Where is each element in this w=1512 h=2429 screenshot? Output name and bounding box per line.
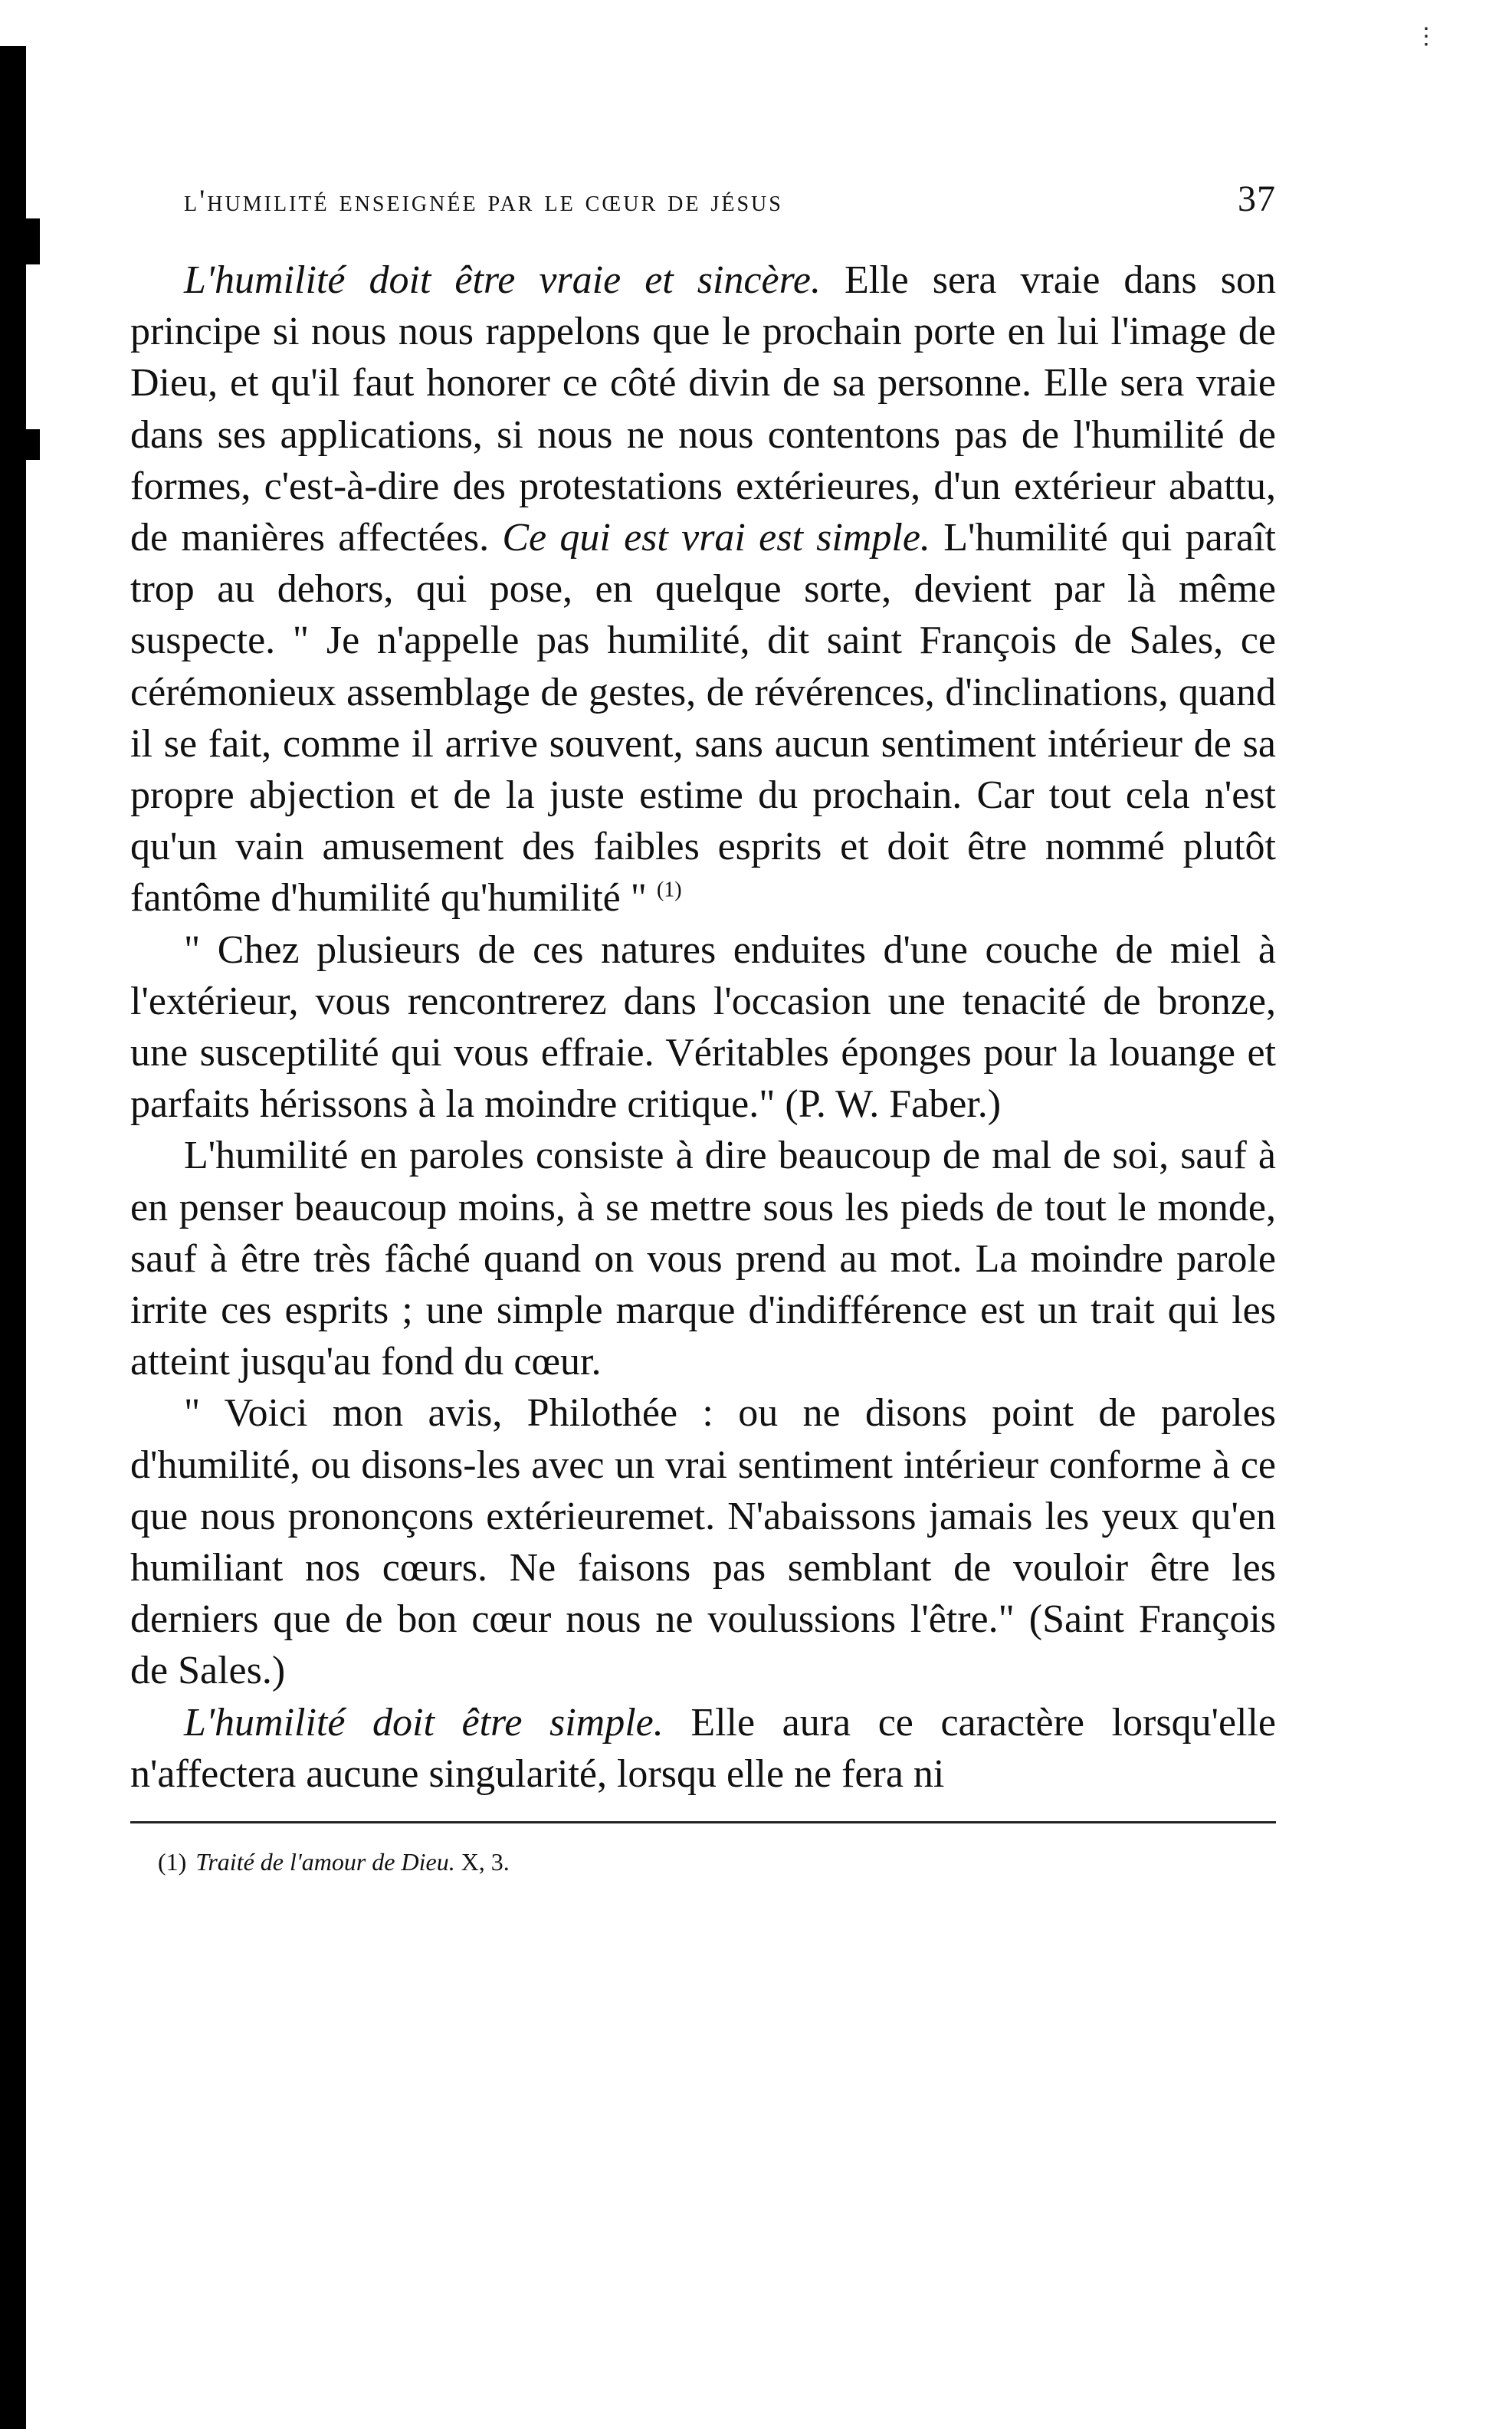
paragraph: " Chez plusieurs de ces natures enduites d'une couche de miel à l'extérieur, vous rencontrerez dans l'occasion une tenacité de bronze, une susceptilité qui vous effraie. Véritables éponges pour la louange et parfaits hérissons à la moindre critique." (P. W. Faber.): [130, 927, 1276, 1127]
footnote-divider: [130, 1821, 1276, 1823]
book-page: [130, 178, 1276, 1876]
footnote-reference: (1): [656, 878, 682, 903]
paragraph: " Voici mon avis, Philothée : ou ne disons point de paroles d'humilité, ou disons-les avec un vrai sentiment intérieur conforme à ce que nous prononçons extérieuremet. N'abaissons jamais les yeux qu'en humiliant nos cœurs. Ne faisons pas semblant de vouloir être les derniers que de bon cœur nous ne voulussions l'être." (Saint François de Sales.): [130, 1391, 1276, 1693]
paragraph-text: L'humilité qui paraît trop au dehors, qui pose, en quelque sorte, devient par là même suspecte. " Je n'appelle pas humilité, dit saint François de Sales, ce cérémonieux assemblage de gestes, de révérences, d'inclinations, quand il se fait, comme il arrive souvent, sans aucun sentiment intérieur de sa propre abjection et de la juste estime du prochain. Car tout cela n'est qu'un vain amusement des faibles esprits et doit être nommé plutôt fantôme d'humilité qu'humilité ": [130, 516, 1276, 921]
body-text: [130, 254, 1276, 1800]
running-head: [130, 178, 1276, 254]
paragraph: L'humilité en paroles consiste à dire beaucoup de mal de soi, sauf à en penser beaucoup moins, à se mettre sous les pieds de tout le monde, sauf à être très fâché quand on vous prend au mot. La moindre parole irrite ces esprits ; une simple marque d'indifférence est un trait qui les atteint jusqu'au fond du cœur.: [130, 1134, 1276, 1384]
paragraph: [130, 254, 1276, 924]
scan-page-edge: [0, 46, 26, 2429]
paragraph: [130, 1697, 1276, 1800]
running-head-title: l'humilité enseignée par le cœur de jésus: [184, 183, 783, 218]
footnote-text: X, 3.: [454, 1848, 510, 1876]
italic-lead: L'humilité doit être vraie et sincère.: [184, 258, 821, 302]
italic-phrase: Ce qui est vrai est simple.: [502, 516, 930, 560]
footnote-mark: (1): [158, 1848, 187, 1876]
footnote-title: Traité de l'amour de Dieu.: [195, 1848, 455, 1876]
scan-edge-notch: [23, 429, 40, 460]
scan-edge-notch: [23, 218, 40, 264]
italic-lead: L'humilité doit être simple.: [184, 1700, 664, 1745]
paragraph-text: Elle aura ce caractère lorsqu'elle n'affectera aucune singularité, lorsqu elle ne fera ni: [130, 1700, 1276, 1796]
page-number: 37: [1238, 179, 1276, 219]
footnote: [130, 1848, 1276, 1876]
scan-speck: ⋮: [1415, 24, 1438, 49]
paragraph-text: Elle sera vraie dans son principe si nous nous rappelons que le prochain porte en lui l'image de Dieu, et qu'il faut honorer ce côté divin de sa personne. Elle sera vraie dans ses applications, si nous ne nous contentons pas de l'humilité de formes, c'est-à-dire des protestations extérieures, d'un extérieur abattu, de manières affectées.: [130, 258, 1276, 560]
